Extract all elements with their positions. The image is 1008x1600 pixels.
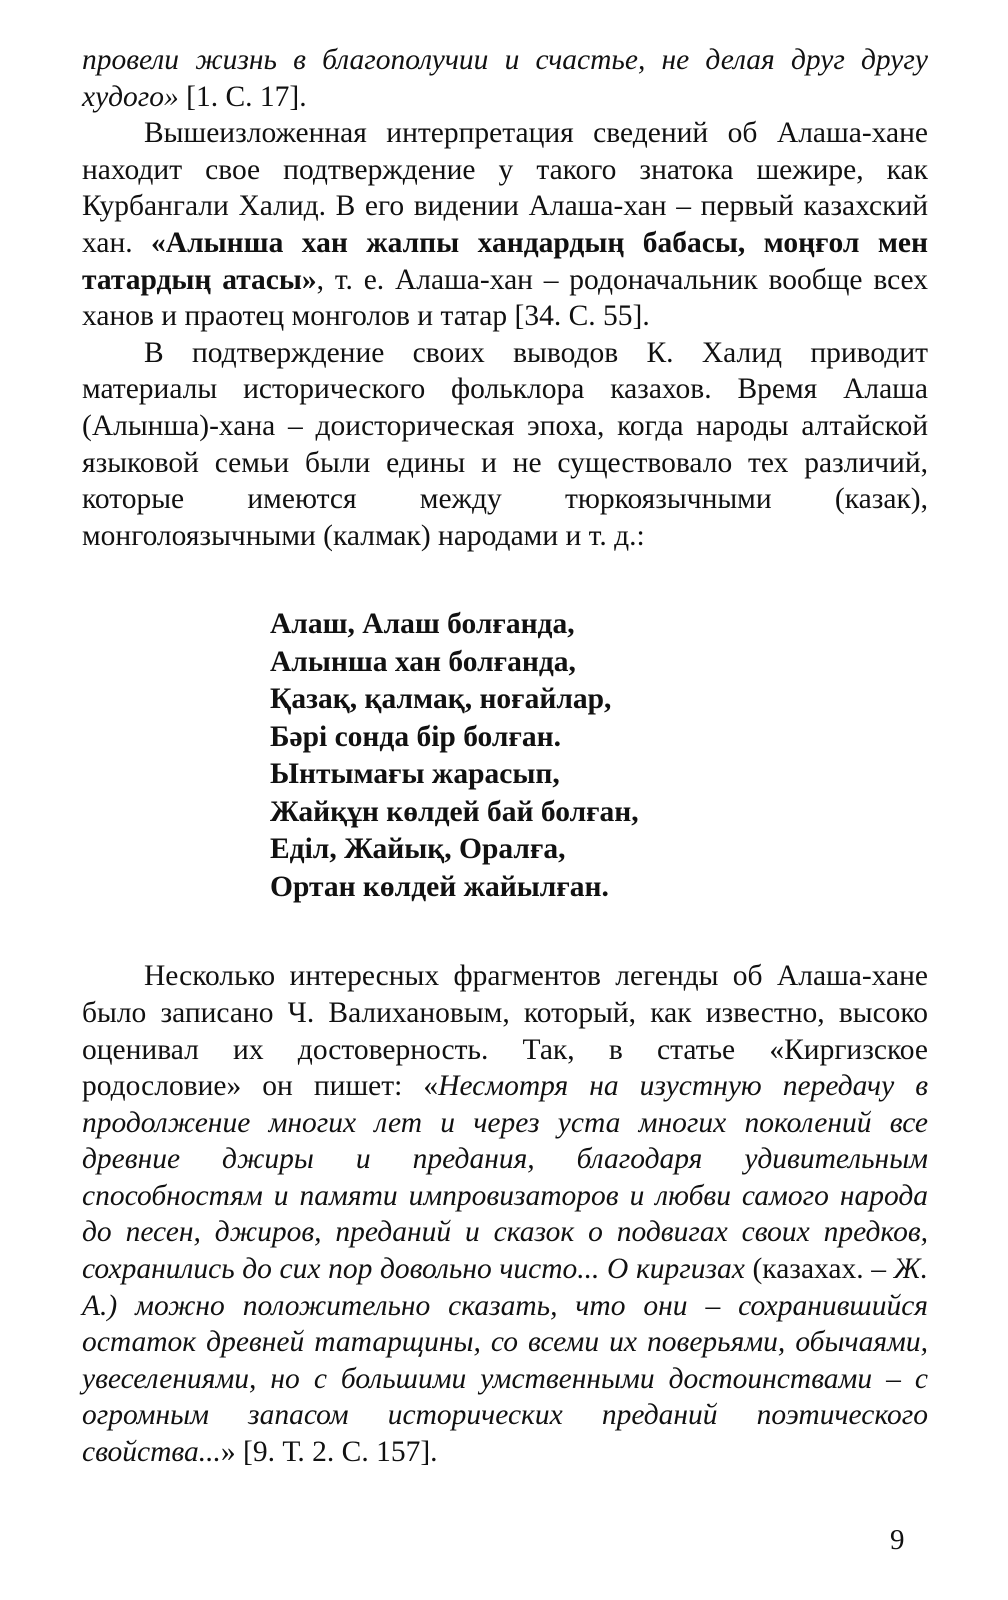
italic-quote: провели жизнь в благополучии и счастье, не делая друг другу худого»: [82, 44, 928, 113]
poem-line: Бәрі сонда бір болған.: [270, 720, 561, 753]
poem-line: Ынтымағы жарасып,: [270, 758, 560, 791]
page-number: 9: [890, 1524, 905, 1556]
italic-quote: Ж. А.) можно положительно сказать, что они – сохранившийся остаток древней татарщины, со всеми их поверьями, обычаями, увеселениями, но с большими умственными достоинствами – с огромным запасом исторических преданий поэтического свойства...: [82, 1253, 928, 1469]
citation: [1. С. 17].: [178, 80, 307, 113]
text: , т. е. Алаша-хан – родоначальник вообще всех ханов и праотец монголов и татар [34. С. 55].: [82, 263, 928, 333]
text: (казахах. –: [744, 1253, 894, 1286]
italic-quote: Несмотря на изустную передачу в продолжение многих лет и через уста многих поколений все древние джиры и предания, благодаря удивительным способностям и памяти импровизаторов и любви самого народа до песен, джиров, преданий и сказок о подвигах своих предков, сохранились до сих пор довольно чисто... О киргизах: [82, 1070, 929, 1286]
citation: » [9. Т. 2. С. 157].: [220, 1436, 438, 1469]
text: Вышеизложенная интерпретация сведений об Алаша-хане находит свое подтверждение у такого знатока шежире, как Курбангали Халид. В его видении Алаша-хан – первый казахский хан.: [82, 117, 928, 259]
paragraph-folklore: [82, 335, 928, 555]
poem-line: Қазақ, қалмақ, ноғайлар,: [270, 683, 612, 716]
poem-line: Алаш, Алаш болғанда,: [270, 608, 575, 641]
poem-line: Жайқұн көлдей бай болған,: [270, 795, 639, 828]
poem-line: Алынша хан болғанда,: [270, 645, 576, 678]
page-body: [82, 42, 928, 1471]
paragraph-valikhanov: [82, 958, 928, 1470]
text: Несколько интересных фрагментов легенды об Алаша-хане было записано Ч. Валихановым, который, как известно, высоко оценивал их достоверность. Так, в статье «Киргизское родословие» он пишет: «: [82, 960, 928, 1103]
bold-quote: «Алынша хан жалпы хандардың бабасы, моңғол мен татардың атасы»: [82, 226, 929, 296]
paragraph-quote-ending: [82, 42, 928, 115]
paragraph-khalid: [82, 115, 928, 335]
poem-line: Ортан көлдей жайылған.: [270, 870, 609, 903]
poem-line: Еділ, Жайық, Оралға,: [270, 833, 566, 866]
poem: [270, 606, 928, 906]
text: В подтверждение своих выводов К. Халид приводит материалы исторического фольклора казахов. Время Алаша (Алынша)-хана – доисторическая эпоха, когда народы алтайской языковой семьи были едины и не существовало тех различий, которые имеются между тюркоязычными (казак), монголоязычными (калмак) народами и т. д.:: [82, 336, 928, 552]
